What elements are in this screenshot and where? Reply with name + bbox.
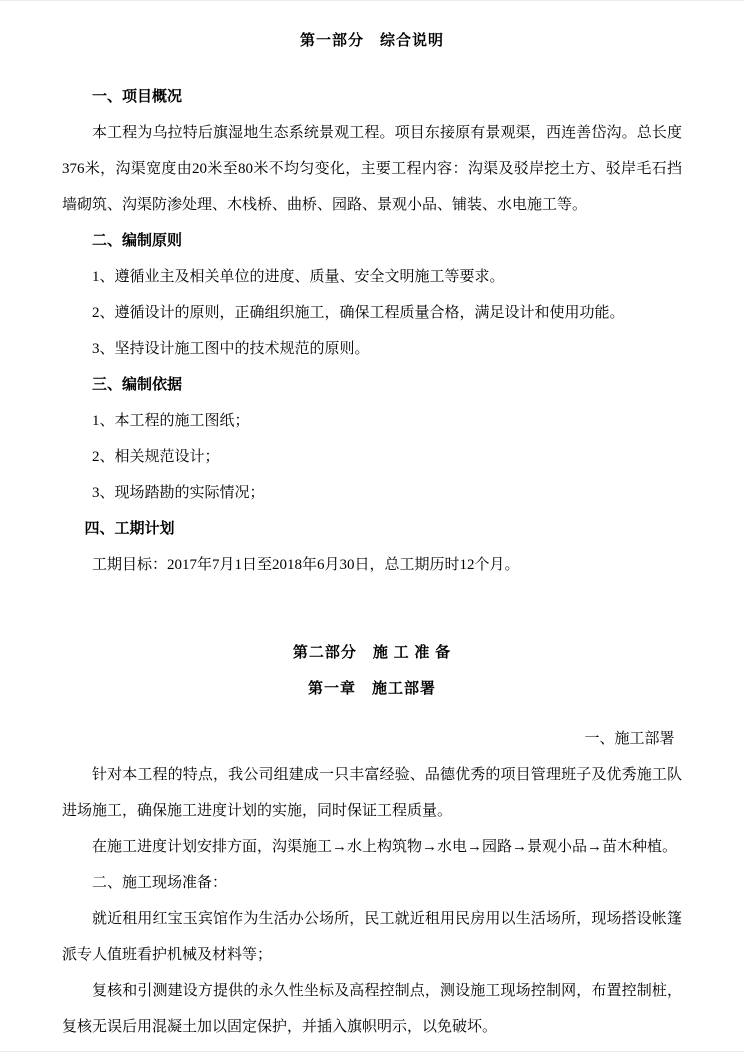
part2-block xyxy=(62,635,682,1045)
site-prep-heading: 二、施工现场准备： xyxy=(92,875,228,891)
part1-title: 第一部分 综合说明 xyxy=(299,33,444,49)
section4-heading: 四、工期计划 xyxy=(84,521,175,537)
section2-heading: 二、编制原则 xyxy=(92,233,183,249)
section4-paragraph: 工期目标：2017年7月1日至2018年6月30日，总工期历时12个月。 xyxy=(92,557,520,573)
section2-item: 2、遵循设计的原则，正确组织施工，确保工程质量合格，满足设计和使用功能。 xyxy=(92,305,625,321)
section2-item: 1、遵循业主及相关单位的进度、质量、安全文明施工等要求。 xyxy=(92,269,505,285)
section3-item: 3、现场踏勘的实际情况； xyxy=(92,485,265,501)
part2-paragraph: 在施工进度计划安排方面，沟渠施工→水上构筑物→水电→园路→景观小品→苗木种植。 xyxy=(92,839,678,855)
site-prep-item: 复核和引测建设方提供的永久性坐标及高程控制点，测设施工现场控制网，布置控制桩，复核无误后用混凝土加以固定保护，并插入旗帜明示，以免破坏。 xyxy=(62,983,682,1035)
section1-paragraph: 本工程为乌拉特后旗湿地生态系统景观工程。项目东接原有景观渠，西连善岱沟。总长度376米，沟渠宽度由20米至80米不均匀变化，主要工程内容：沟渠及驳岸挖土方、驳岸毛石挡墙砌筑、沟渠防渗处理、木栈桥、曲桥、园路、景观小品、铺装、水电施工等。 xyxy=(62,125,682,213)
site-prep-item: 就近租用红宝玉宾馆作为生活办公场所，民工就近租用民房用以生活场所，现场搭设帐篷派专人值班看护机械及材料等； xyxy=(62,911,682,963)
part2-title: 第二部分 施 工 准 备 xyxy=(292,645,452,661)
part2-section-label: 一、施工部署 xyxy=(584,731,675,747)
part2-paragraph: 针对本工程的特点，我公司组建成一只丰富经验、品德优秀的项目管理班子及优秀施工队进场施工，确保施工进度计划的实施，同时保证工程质量。 xyxy=(62,767,682,819)
section1-heading: 一、项目概况 xyxy=(92,89,183,105)
section3-item: 2、相关规范设计； xyxy=(92,449,220,465)
section3-item: 1、本工程的施工图纸； xyxy=(92,413,250,429)
part2-chapter-title: 第一章 施工部署 xyxy=(307,681,436,697)
section3-heading: 三、编制依据 xyxy=(92,377,183,393)
section2-item: 3、坚持设计施工图中的技术规范的原则。 xyxy=(92,341,370,357)
